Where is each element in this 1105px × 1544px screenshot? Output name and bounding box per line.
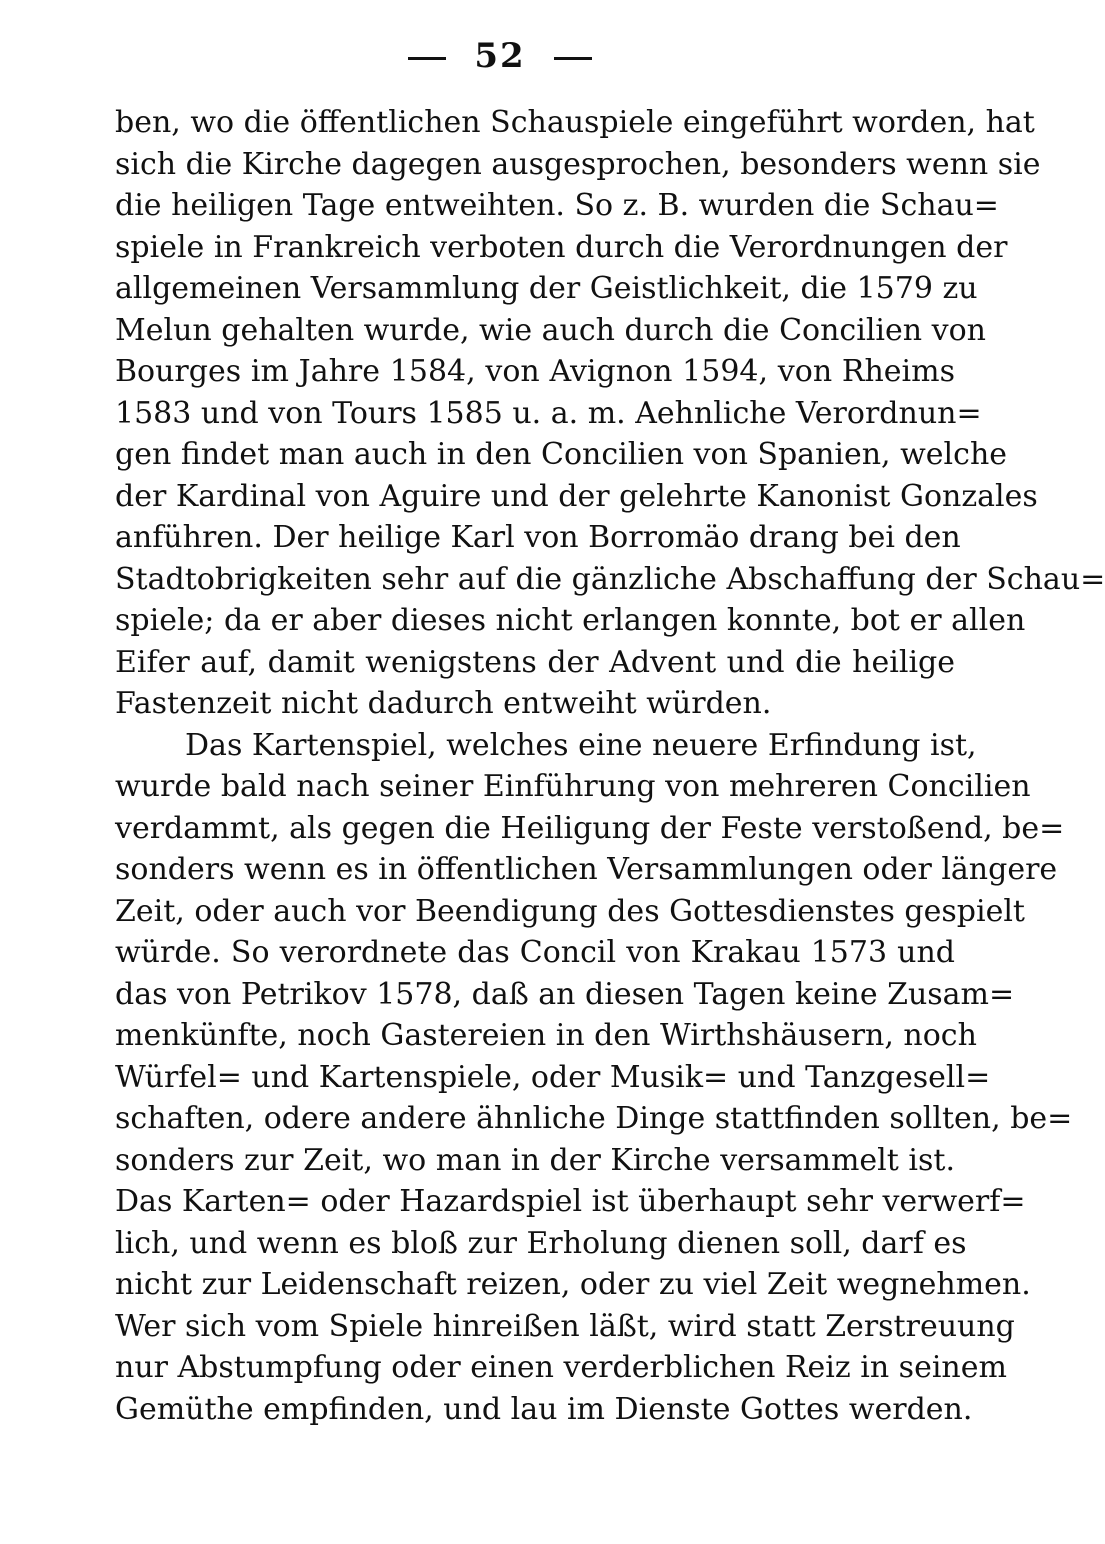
page-number: 52 <box>474 36 526 76</box>
text-line: anführen. Der heilige Karl von Borromäo drang bei den <box>115 520 961 555</box>
text-line: Bourges im Jahre 1584, von Avignon 1594, von Rheims <box>115 354 955 389</box>
text-line: Eifer auf, damit wenigstens der Advent und die heilige <box>115 644 955 680</box>
paragraph-1 <box>115 102 1105 725</box>
header-dash-right <box>554 57 592 60</box>
paragraph-2 <box>115 725 1073 1431</box>
text-line: lich, und wenn es bloß zur Erholung dienen soll, darf es <box>115 1225 967 1261</box>
body-text <box>115 102 1105 1430</box>
header-dash-left <box>408 57 446 60</box>
text-line: verdammt, als gegen die Heiligung der Feste verstoßend, be= <box>115 810 1065 846</box>
text-line: spiele; da er aber dieses nicht erlangen konnte, bot er allen <box>115 603 1026 638</box>
text-line: Würfel= und Kartenspiele, oder Musik= und Tanzgesell= <box>115 1059 991 1095</box>
text-line: spiele in Frankreich verboten durch die Verordnungen der <box>115 229 1008 265</box>
text-line: wurde bald nach seiner Einführung von mehreren Concilien <box>115 769 1031 804</box>
text-line: gen findet man auch in den Concilien von Spanien, welche <box>115 437 1008 472</box>
text-line: das von Petrikov 1578, daß an diesen Tagen keine Zusam= <box>115 976 1015 1012</box>
text-line: nur Abstumpfung oder einen verderblichen Reiz in seinem <box>115 1350 1007 1385</box>
text-line: Wer sich vom Spiele hinreißen läßt, wird statt Zerstreuung <box>115 1308 1015 1344</box>
text-line: schaften, odere andere ähnliche Dinge stattfinden sollten, be= <box>115 1101 1073 1136</box>
text-line: Das Karten= oder Hazardspiel ist überhaupt sehr verwerf= <box>115 1184 1026 1219</box>
text-line: Melun gehalten wurde, wie auch durch die Concilien von <box>115 312 986 348</box>
text-line: menkünfte, noch Gastereien in den Wirthshäusern, noch <box>115 1018 977 1053</box>
text-line: allgemeinen Versammlung der Geistlichkeit, die 1579 zu <box>115 271 978 306</box>
text-line: würde. So verordnete das Concil von Krakau 1573 und <box>115 935 955 970</box>
text-line: Stadtobrigkeiten sehr auf die gänzliche Abschaffung der Schau= <box>115 561 1105 597</box>
text-line: der Kardinal von Aguire und der gelehrte Kanonist Gonzales <box>115 478 1038 514</box>
text-line: sonders zur Zeit, wo man in der Kirche versammelt ist. <box>115 1142 955 1178</box>
text-line: Das Kartenspiel, welches eine neuere Erfindung ist, <box>185 727 977 763</box>
text-line: ben, wo die öffentlichen Schauspiele eingeführt worden, hat <box>115 105 1035 140</box>
page-header <box>0 36 1000 76</box>
text-line: Gemüthe empfinden, und lau im Dienste Gottes werden. <box>115 1391 973 1427</box>
text-line: sonders wenn es in öffentlichen Versammlungen oder längere <box>115 852 1058 887</box>
text-line: sich die Kirche dagegen ausgesprochen, besonders wenn sie <box>115 146 1041 182</box>
text-line: die heiligen Tage entweihten. So z. B. wurden die Schau= <box>115 188 999 223</box>
text-line: 1583 und von Tours 1585 u. a. m. Aehnliche Verordnun= <box>115 395 982 431</box>
text-line: nicht zur Leidenschaft reizen, oder zu viel Zeit wegnehmen. <box>115 1267 1031 1302</box>
text-line: Fastenzeit nicht dadurch entweiht würden. <box>115 686 772 721</box>
text-line: Zeit, oder auch vor Beendigung des Gottesdienstes gespielt <box>115 893 1025 929</box>
